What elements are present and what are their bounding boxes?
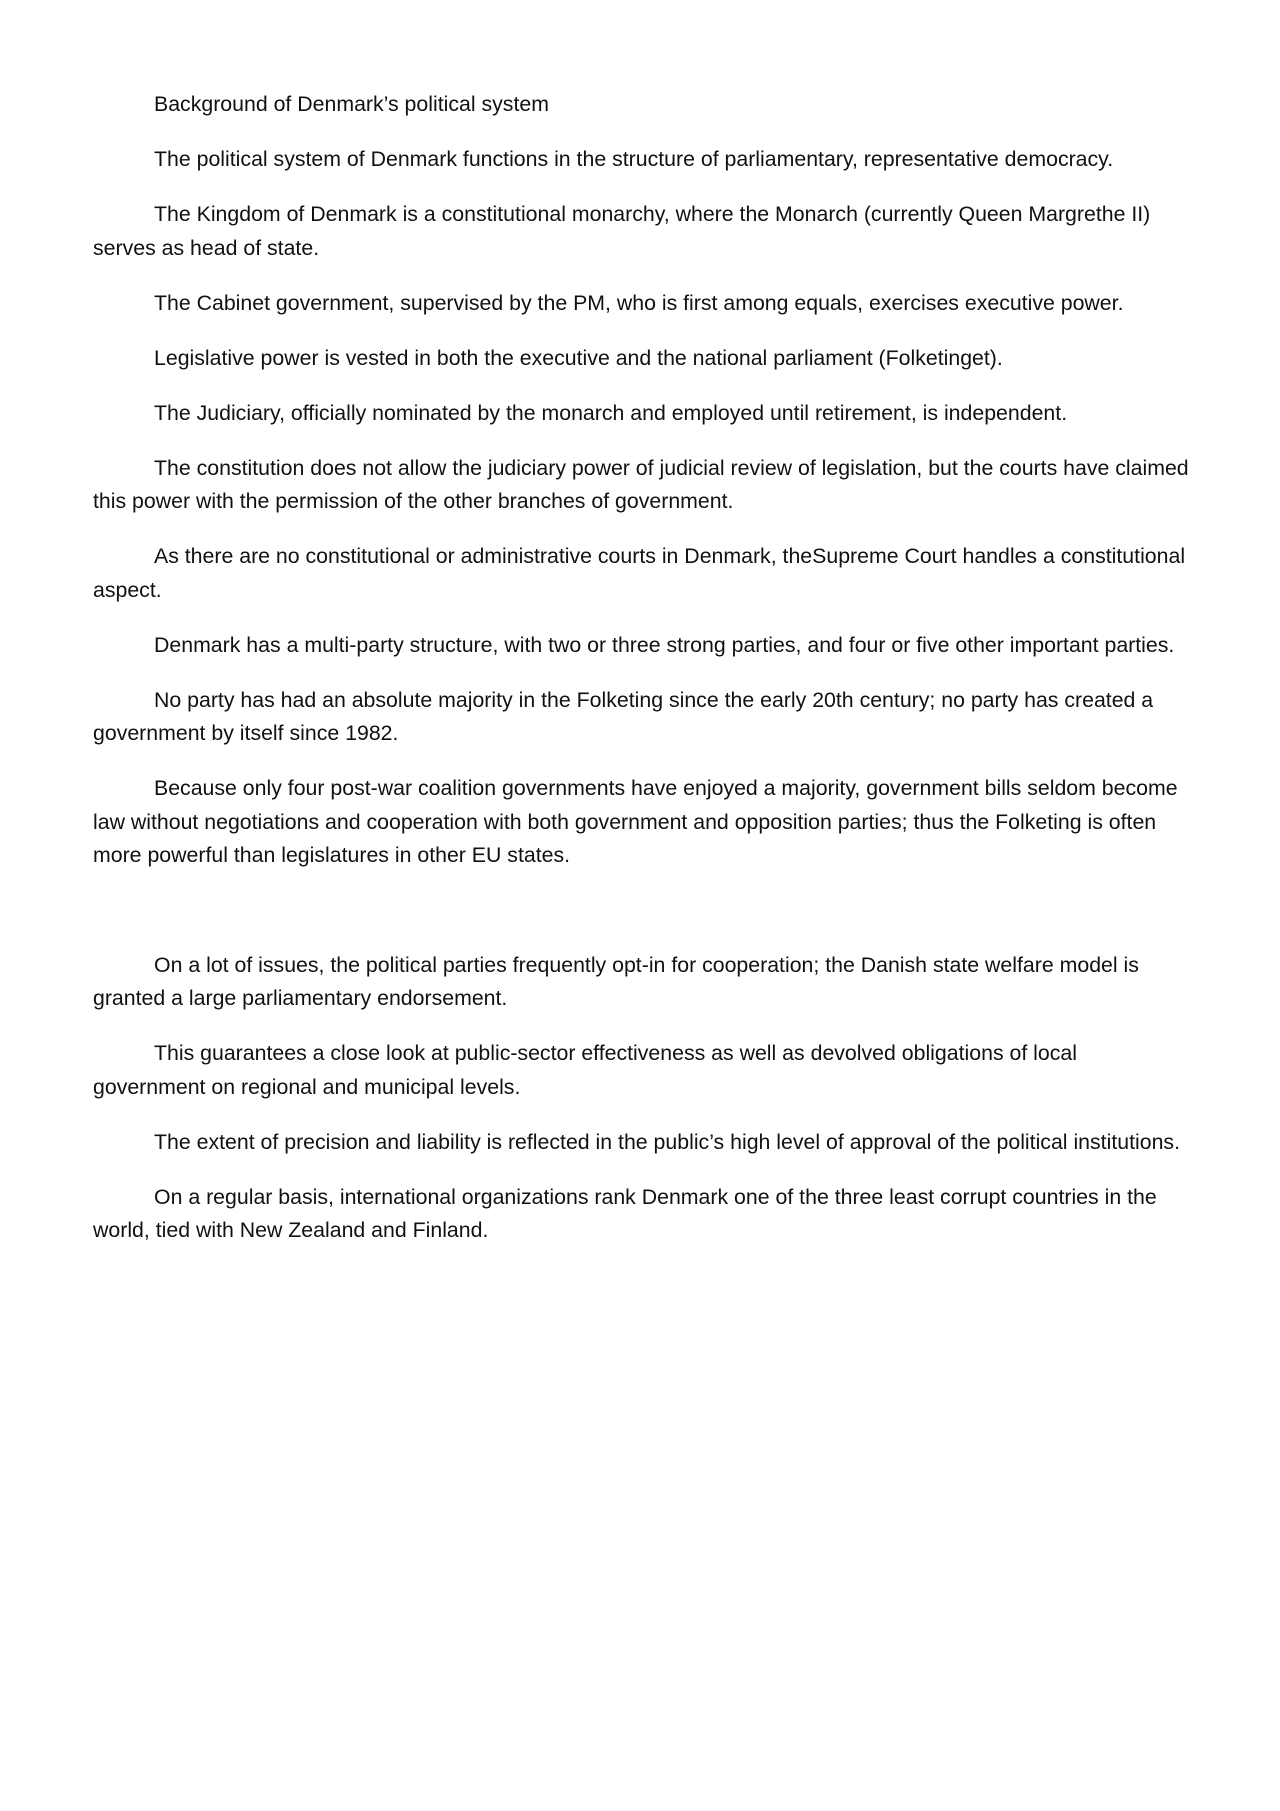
paragraph: No party has had an absolute majority in the Folketing since the early 20th century; no party has created a government by itself since 1982. (93, 687, 1154, 745)
paragraph: Denmark has a multi-party structure, with two or three strong parties, and four or five other important parties. (154, 632, 1175, 657)
paragraph: The political system of Denmark functions in the structure of parliamentary, representative democracy. (154, 147, 1114, 171)
paragraph: The Judiciary, officially nominated by the monarch and employed until retirement, is independent. (154, 400, 1068, 425)
paragraph: This guarantees a close look at public-sector effectiveness as well as devolved obligations of local government on regional and municipal levels. (93, 1041, 1077, 1099)
paragraph: The Kingdom of Denmark is a constitutional monarchy, where the Monarch (currently Queen Margrethe II) serves as head of state. (93, 202, 1151, 260)
document-title: Background of Denmark’s political system (154, 92, 549, 116)
paragraph: Legislative power is vested in both the executive and the national parliament (Folketinget). (154, 345, 1003, 370)
document-body (93, 88, 1193, 1269)
paragraph: As there are no constitutional or administrative courts in Denmark, theSupreme Court handles a constitutional aspect. (93, 544, 1186, 602)
paragraph: The constitution does not allow the judiciary power of judicial review of legislation, but the courts have claimed this power with the permission of the other branches of government. (93, 455, 1189, 513)
paragraph: On a lot of issues, the political parties frequently opt-in for cooperation; the Danish state welfare model is granted a large parliamentary endorsement. (93, 952, 1139, 1010)
paragraph: The extent of precision and liability is reflected in the public’s high level of approval of the political institutions. (154, 1129, 1180, 1154)
paragraph: The Cabinet government, supervised by the PM, who is first among equals, exercises executive power. (154, 290, 1124, 315)
paragraph: Because only four post-war coalition governments have enjoyed a majority, government bills seldom become law without negotiations and cooperation with both government and opposition parties; thus the Folketing is often more powerful than legislatures in other EU states. (93, 776, 1178, 867)
paragraph: On a regular basis, international organizations rank Denmark one of the three least corrupt countries in the world, tied with New Zealand and Finland. (93, 1184, 1157, 1242)
